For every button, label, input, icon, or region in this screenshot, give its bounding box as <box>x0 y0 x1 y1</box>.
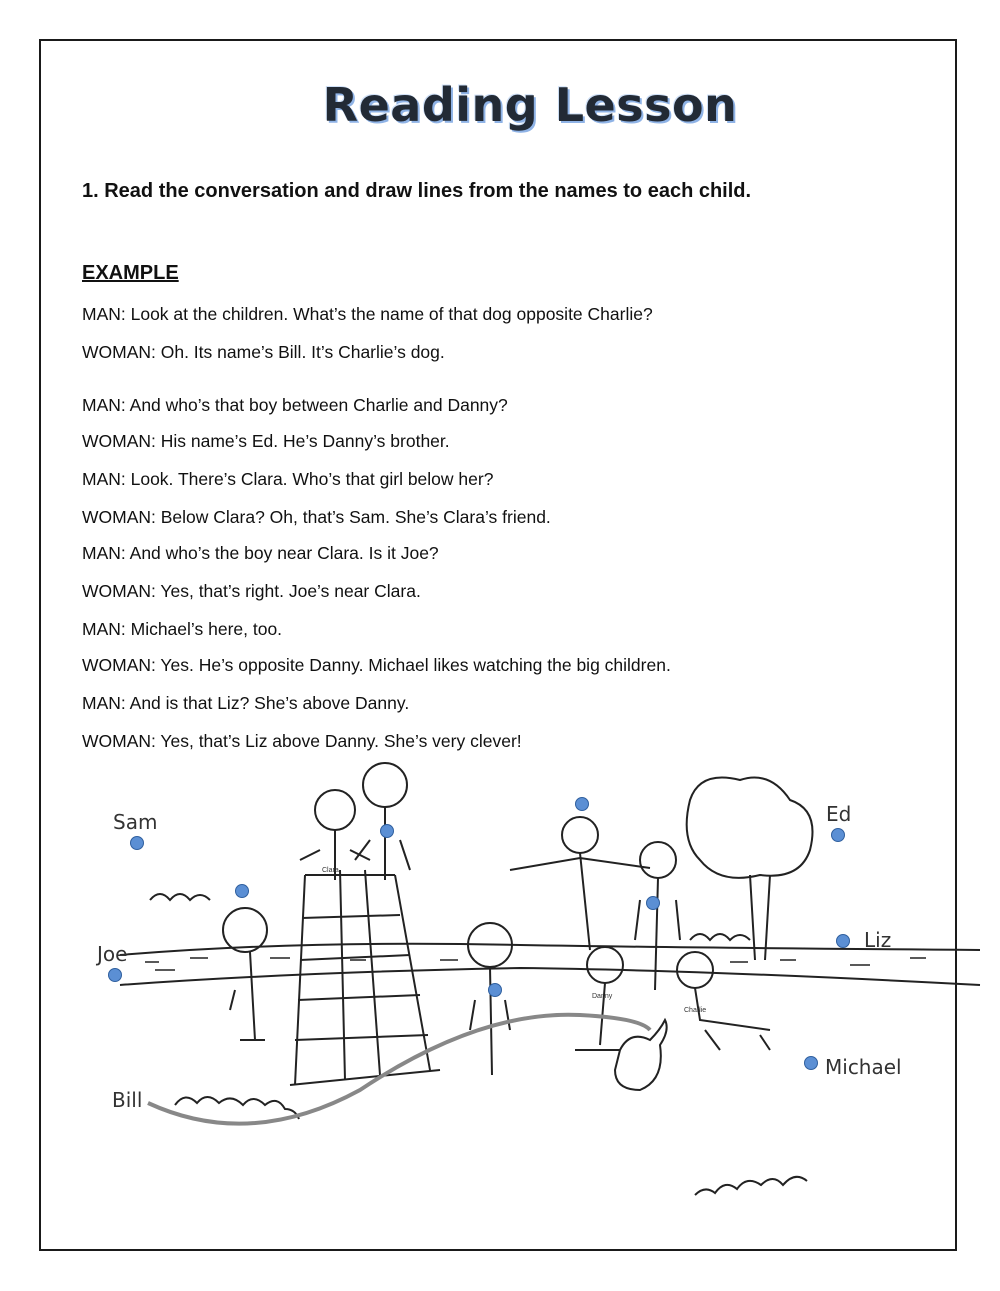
dialogue-line: WOMAN: Below Clara? Oh, that’s Sam. She’s Clara’s friend. <box>82 507 551 527</box>
label-liz: Liz <box>864 928 892 952</box>
dialogue-line: WOMAN: Yes, that’s Liz above Danny. She’s very clever! <box>82 731 522 751</box>
example-heading: EXAMPLE <box>82 262 179 284</box>
dialogue-line: MAN: And who’s the boy near Clara. Is it Joe? <box>82 543 439 563</box>
clara-target-dot[interactable] <box>235 884 249 898</box>
dialogue-line: WOMAN: Yes, that’s right. Joe’s near Clara. <box>82 581 421 601</box>
michael-dot[interactable] <box>804 1056 818 1070</box>
dialogue-line: MAN: Michael’s here, too. <box>82 619 283 639</box>
shirt-label-charlie: Charlie <box>684 1007 707 1014</box>
girl-top-dot[interactable] <box>575 797 589 811</box>
shirt-label-danny: Danny <box>592 993 613 1000</box>
boy-on-frame-dot[interactable] <box>380 824 394 838</box>
label-ed: Ed <box>826 802 852 826</box>
page-border <box>39 39 957 1251</box>
label-bill: Bill <box>112 1088 143 1112</box>
sam-dot[interactable] <box>130 836 144 850</box>
page-title: Reading Lesson <box>322 78 738 132</box>
dialogue-line: MAN: Look. There’s Clara. Who’s that girl below her? <box>82 469 494 489</box>
label-joe: Joe <box>97 942 128 966</box>
dialogue-line: WOMAN: His name’s Ed. He’s Danny’s brother. <box>82 431 450 451</box>
dialogue-line: WOMAN: Oh. Its name’s Bill. It’s Charlie’s dog. <box>82 342 445 362</box>
dialogue-line: WOMAN: Yes. He’s opposite Danny. Michael likes watching the big children. <box>82 655 671 675</box>
ed-dot[interactable] <box>831 828 845 842</box>
dialogue-line: MAN: And is that Liz? She’s above Danny. <box>82 693 410 713</box>
label-sam: Sam <box>113 810 158 834</box>
small-boy-dot[interactable] <box>488 983 502 997</box>
tall-boy-dot[interactable] <box>646 896 660 910</box>
instruction-text: 1. Read the conversation and draw lines from the names to each child. <box>82 180 752 202</box>
liz-dot[interactable] <box>836 934 850 948</box>
dialogue-line: MAN: Look at the children. What’s the name of that dog opposite Charlie? <box>82 304 653 324</box>
dialogue-line: MAN: And who’s that boy between Charlie and Danny? <box>82 395 508 415</box>
joe-dot[interactable] <box>108 968 122 982</box>
shirt-label-clara: Clara <box>322 867 339 874</box>
label-michael: Michael <box>825 1055 902 1079</box>
